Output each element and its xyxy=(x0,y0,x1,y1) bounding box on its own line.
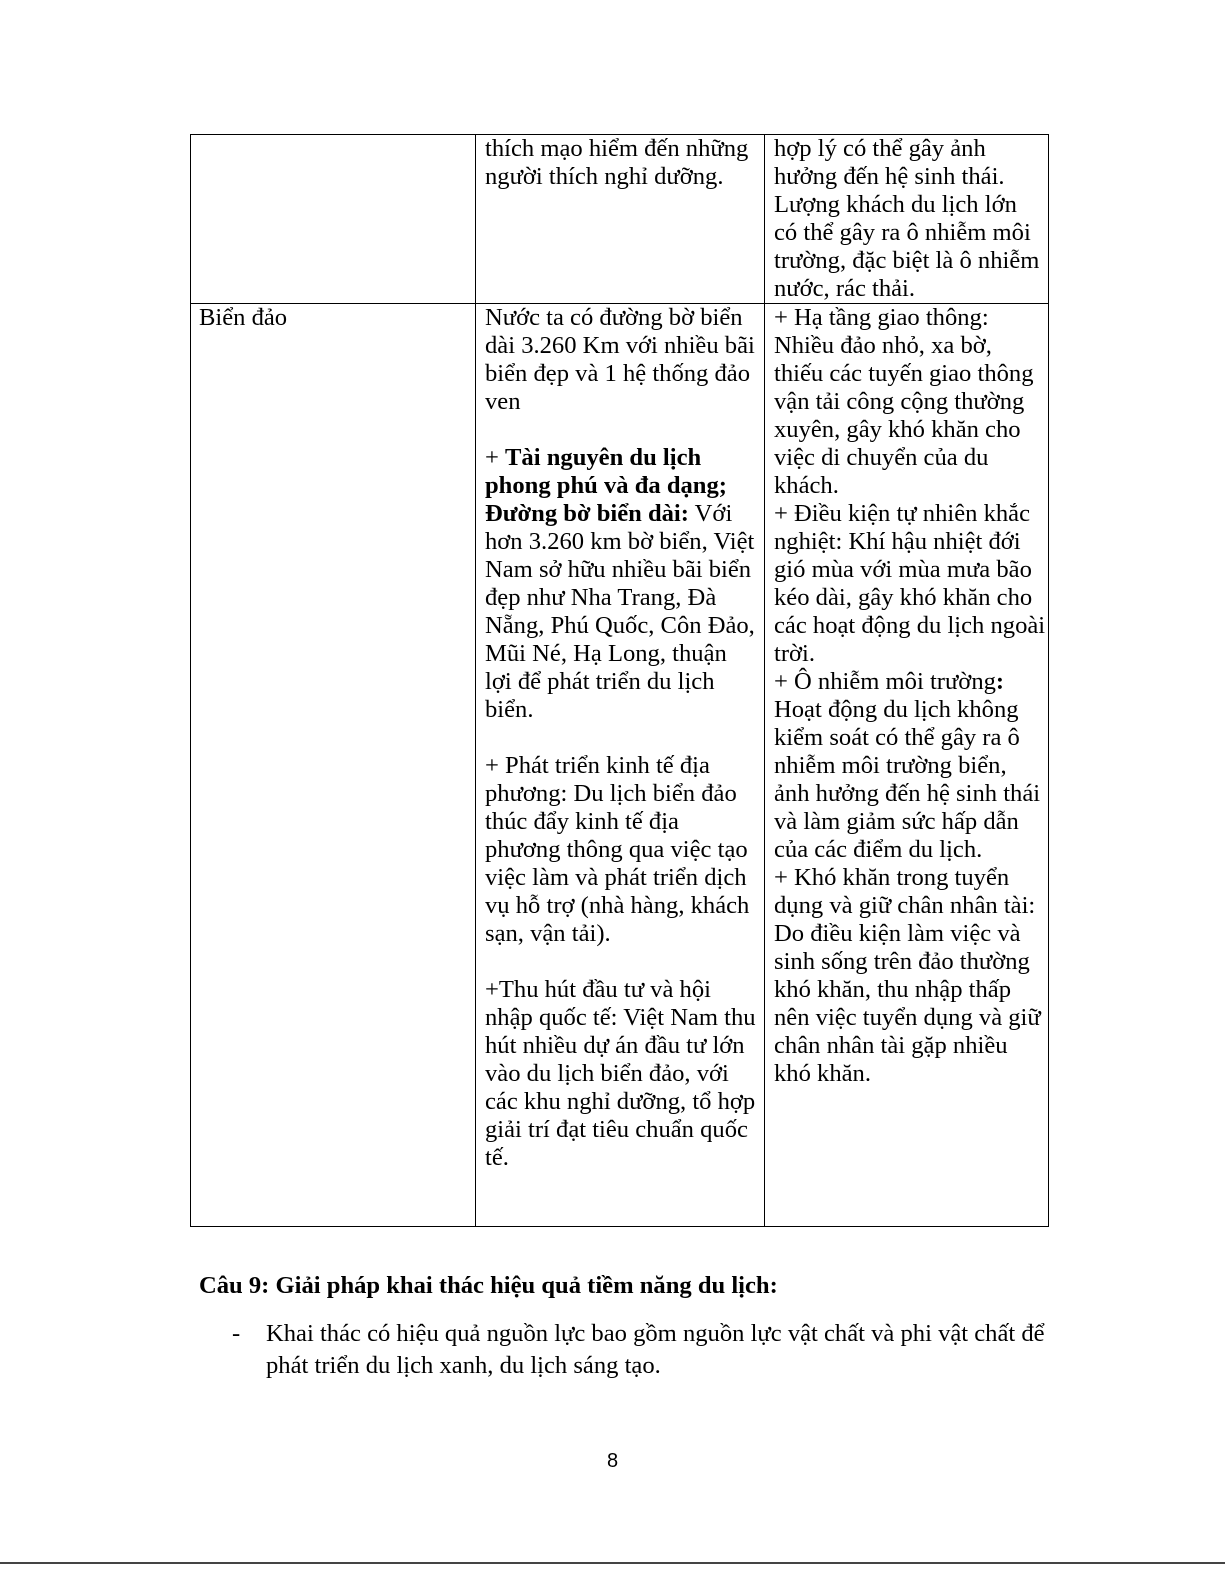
table-cell-category xyxy=(191,135,476,304)
cell-paragraph: +Thu hút đầu tư và hội nhập quốc tế: Việt Nam thu hút nhiều dự án đầu tư lớn vào du lịch biển đảo, với các khu nghỉ dưỡng, tổ hợp giải trí đạt tiêu chuẩn quốc tế. xyxy=(485,976,756,1171)
section-heading: Câu 9: Giải pháp khai thác hiệu quả tiềm năng du lịch: xyxy=(199,1272,778,1299)
cell-paragraph xyxy=(774,668,1046,864)
cell-paragraph: + Phát triển kinh tế địa phương: Du lịch biển đảo thúc đẩy kinh tế địa phương thông qua việc tạo việc làm và phát triển dịch vụ hỗ trợ (nhà hàng, khách sạn, vận tải). xyxy=(485,752,750,947)
table-row xyxy=(191,304,1049,1227)
page-number: 8 xyxy=(606,1450,619,1472)
table-cell-advantages xyxy=(476,304,765,1227)
table-cell-advantages xyxy=(476,135,765,304)
paragraph-gap xyxy=(485,948,758,976)
cell-paragraph xyxy=(485,444,758,724)
paragraph-text: Với hơn 3.260 km bờ biển, Việt Nam sở hữu nhiều bãi biển đẹp như Nha Trang, Đà Nẵng, Phú Quốc, Côn Đảo, Mũi Né, Hạ Long, thuận lợi để phát triển du lịch biển. xyxy=(485,500,755,723)
cell-paragraph: hợp lý có thể gây ảnh hưởng đến hệ sinh thái. Lượng khách du lịch lớn có thể gây ra ô nhiễm môi trường, đặc biệt là ô nhiễm nước, rác thải. xyxy=(774,135,1040,302)
cell-paragraph: thích mạo hiểm đến những người thích nghỉ dưỡng. xyxy=(485,135,749,190)
cell-paragraph: + Điều kiện tự nhiên khắc nghiệt: Khí hậu nhiệt đới gió mùa với mùa mưa bão kéo dài, gây khó khăn cho các hoạt động du lịch ngoài trời. xyxy=(774,500,1046,667)
paragraph-gap xyxy=(485,724,758,752)
bullet-prefix: + xyxy=(485,444,506,471)
content-table xyxy=(190,134,1049,1227)
table-cell-category xyxy=(191,304,476,1227)
bullet-list xyxy=(226,1318,1066,1382)
paragraph-text: + Ô nhiễm môi trường xyxy=(774,668,996,695)
page-bottom-divider xyxy=(0,1562,1225,1564)
paragraph-gap xyxy=(485,416,758,444)
bold-colon: : xyxy=(995,668,1005,695)
category-label: Biển đảo xyxy=(199,304,288,331)
bold-phrase: Tài nguyên du lịch phong phú và đa dạng; Đường bờ biển dài: xyxy=(485,444,727,527)
table-row xyxy=(191,135,1049,304)
table-cell-challenges xyxy=(765,304,1049,1227)
paragraph-text: Hoạt động du lịch không kiểm soát có thể gây ra ô nhiễm môi trường biển, ảnh hưởng đến hệ sinh thái và làm giảm sức hấp dẫn của các điểm du lịch. xyxy=(774,696,1041,863)
table-cell-challenges xyxy=(765,135,1049,304)
cell-paragraph: Nước ta có đường bờ biển dài 3.260 Km với nhiều bãi biển đẹp và 1 hệ thống đảo ven xyxy=(485,304,755,415)
cell-paragraph: + Hạ tầng giao thông: Nhiều đảo nhỏ, xa bờ, thiếu các tuyến giao thông vận tải công cộng thường xuyên, gây khó khăn cho việc di chuyển của du khách. xyxy=(774,304,1034,499)
list-item-text: Khai thác có hiệu quả nguồn lực bao gồm nguồn lực vật chất và phi vật chất để phát triển du lịch xanh, du lịch sáng tạo. xyxy=(266,1320,1045,1379)
list-item xyxy=(226,1318,1066,1382)
bullet-marker: - xyxy=(232,1320,241,1347)
cell-paragraph: + Khó khăn trong tuyển dụng và giữ chân nhân tài: Do điều kiện làm việc và sinh sống trên đảo thường khó khăn, thu nhập thấp nên việc tuyển dụng và giữ chân nhân tài gặp nhiều khó khăn. xyxy=(774,864,1041,1087)
